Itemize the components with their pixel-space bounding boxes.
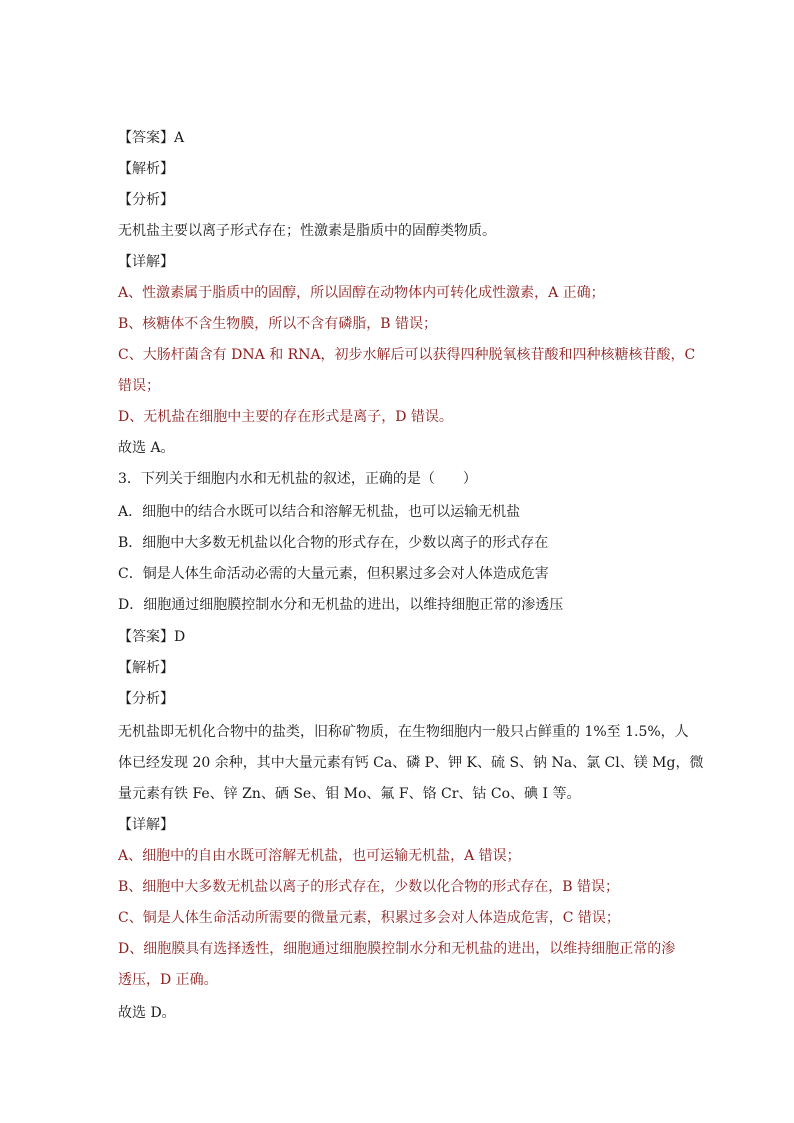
option-c: C．铜是人体生命活动必需的大量元素，但积累过多会对人体造成危害 [118,566,549,582]
detail-line-1c-cont: 错误； [118,378,160,394]
question-3: 3．下列关于细胞内水和无机盐的叙述，正确的是（ ） [118,471,477,487]
detail-line-1c: C、大肠杆菌含有 DNA 和 RNA，初步水解后可以获得四种脱氧核苷酸和四种核糖核苷酸，C [118,347,696,363]
fenxi-text-1: 无机盐主要以离子形式存在；性激素是脂质中的固醇类物质。 [118,223,496,239]
answer-label-2: 【答案】D [118,629,186,645]
option-b: B．细胞中大多数无机盐以化合物的形式存在，少数以离子的形式存在 [118,535,549,551]
detail-line-2d-cont: 透压，D 正确。 [118,972,218,988]
fenxi-text-2a: 无机盐即无机化合物中的盐类，旧称矿物质，在生物细胞内一般只占鲜重的 1%至 1.5%，人 [118,724,689,740]
conclusion-2: 故选 D。 [118,1005,176,1021]
analysis-label-1: 【解析】 [118,161,174,177]
detail-line-1b: B、核糖体不含生物膜，所以不含有磷脂，B 错误； [118,316,438,332]
detail-line-2b: B、细胞中大多数无机盐以离子的形式存在，少数以化合物的形式存在，B 错误； [118,879,620,895]
detail-label-2: 【详解】 [118,817,174,833]
detail-label-1: 【详解】 [118,254,174,270]
fenxi-label-2: 【分析】 [118,691,174,707]
conclusion-1: 故选 A。 [118,440,175,456]
fenxi-label-1: 【分析】 [118,192,174,208]
analysis-label-2: 【解析】 [118,660,174,676]
detail-line-2c: C、铜是人体生命活动所需要的微量元素，积累过多会对人体造成危害，C 错误； [118,910,620,926]
fenxi-text-2b: 体已经发现 20 余种，其中大量元素有钙 Ca、磷 P、钾 K、硫 S、钠 Na、氯 Cl、镁 Mg，微 [118,755,704,771]
detail-line-2d: D、细胞膜具有选择透性，细胞通过细胞膜控制水分和无机盐的进出，以维持细胞正常的渗 [118,941,676,957]
option-a: A．细胞中的结合水既可以结合和溶解无机盐，也可以运输无机盐 [118,504,521,520]
detail-line-1a: A、性激素属于脂质中的固醇，所以固醇在动物体内可转化成性激素，A 正确； [118,285,605,301]
detail-line-1d: D、无机盐在细胞中主要的存在形式是离子，D 错误。 [118,409,453,425]
option-d: D．细胞通过细胞膜控制水分和无机盐的进出，以维持细胞正常的渗透压 [118,597,564,613]
answer-label-1: 【答案】A [118,130,185,146]
fenxi-text-2c: 量元素有铁 Fe、锌 Zn、硒 Se、钼 Mo、氟 F、铬 Cr、钴 Co、碘 I 等。 [118,786,581,802]
detail-line-2a: A、细胞中的自由水既可溶解无机盐，也可运输无机盐，A 错误； [118,848,521,864]
